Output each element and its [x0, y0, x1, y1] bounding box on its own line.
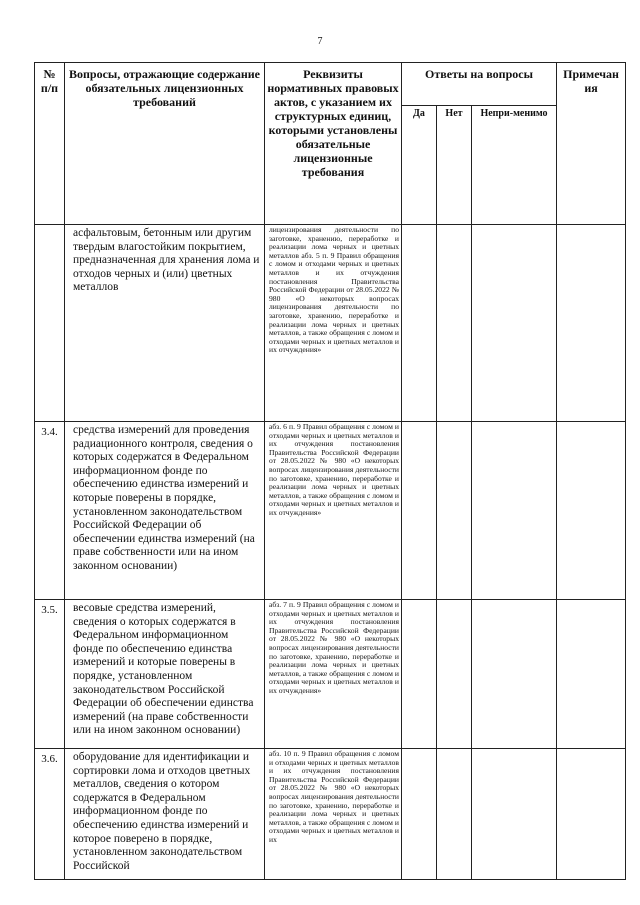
notes-cell[interactable]	[557, 225, 626, 422]
answer-no-cell[interactable]	[437, 749, 472, 880]
table-row	[35, 600, 626, 749]
answer-yes-cell[interactable]	[402, 749, 437, 880]
notes-cell[interactable]	[557, 422, 626, 600]
answer-no-cell[interactable]	[437, 422, 472, 600]
row-num: 3.4.	[35, 422, 65, 600]
header-reference: Реквизиты нормативных правовых актов, с указанием их структурных единиц, которыми установлены обязательные лицензионные требования	[265, 63, 402, 225]
answer-na-cell[interactable]	[472, 749, 557, 880]
header-row	[35, 63, 626, 106]
table-row	[35, 422, 626, 600]
header-na: Непри-менимо	[472, 106, 557, 225]
row-reference: лицензирования деятельности по заготовке, хранению, переработке и реализации лома черных и цветных металлов абз. 5 п. 9 Правил обращения с ломом и отходами черных и цветных металлов и их отчуждения постановления Правительства Российской Федерации от 28.05.2022 № 980 «О некоторых вопросах лицензирования деятельности по заготовке, хранению, переработке и реализации лома черных и цветных металлов, а также обращения с ломом и отходами черных и цветных металлов и их отчуждения»	[265, 225, 402, 422]
row-reference: абз. 10 п. 9 Правил обращения с ломом и отходами черных и цветных металлов и их отчуждения постановления Правительства Российской Федерации от 28.05.2022 № 980 «О некоторых вопросах лицензирования деятельности по заготовке, хранению, переработке и реализации лома черных и цветных металлов, а также обращения с ломом и отходами черных и цветных металлов и их	[265, 749, 402, 880]
row-num	[35, 225, 65, 422]
answer-yes-cell[interactable]	[402, 600, 437, 749]
row-reference: абз. 7 п. 9 Правил обращения с ломом и отходами черных и цветных металлов и их отчуждения постановления Правительства Российской Федерации от 28.05.2022 № 980 «О некоторых вопросах лицензирования деятельности по заготовке, хранению, переработке и реализации лома черных и цветных металлов, а также обращения с ломом и отходами черных и цветных металлов и их отчуждения»	[265, 600, 402, 749]
answer-no-cell[interactable]	[437, 600, 472, 749]
row-question: оборудование для идентификации и сортировки лома и отходов цветных металлов, сведения о котором содержатся в Федеральном информационном фонде по обеспечению единства измерений и которое поверено в порядке, установленном законодательством Российской	[65, 749, 265, 880]
header-notes: Примечан ия	[557, 63, 626, 225]
table-row	[35, 225, 626, 422]
answer-na-cell[interactable]	[472, 600, 557, 749]
row-num: 3.6.	[35, 749, 65, 880]
row-num: 3.5.	[35, 600, 65, 749]
answer-no-cell[interactable]	[437, 225, 472, 422]
notes-cell[interactable]	[557, 749, 626, 880]
license-requirements-table	[34, 62, 626, 880]
answer-na-cell[interactable]	[472, 422, 557, 600]
answer-yes-cell[interactable]	[402, 422, 437, 600]
header-question: Вопросы, отражающие содержание обязательных лицензионных требований	[65, 63, 265, 225]
header-num: № п/п	[35, 63, 65, 225]
row-question: весовые средства измерений, сведения о которых содержатся в Федеральном информационном фонде по обеспечению единства измерений и которые поверены в порядке, установленном законодательством Российской Федерации об обеспечении единства измерений (на праве собственности или на ином законном основании)	[65, 600, 265, 749]
row-question: асфальтовым, бетонным или другим твердым влагостойким покрытием, предназначенная для хранения лома и отходов черных и (или) цветных металлов	[65, 225, 265, 422]
header-answers: Ответы на вопросы	[402, 63, 557, 106]
page-number: 7	[317, 36, 323, 47]
notes-cell[interactable]	[557, 600, 626, 749]
header-no: Нет	[437, 106, 472, 225]
row-question: средства измерений для проведения радиационного контроля, сведения о которых содержатся в Федеральном информационном фонде по обеспечению единства измерений и которые поверены в порядке, установленном законодательством Российской Федерации об обеспечении единства измерений (на праве собственности или на ином законном основании)	[65, 422, 265, 600]
header-yes: Да	[402, 106, 437, 225]
row-reference: абз. 6 п. 9 Правил обращения с ломом и отходами черных и цветных металлов и их отчуждения постановления Правительства Российской Федерации от 28.05.2022 № 980 «О некоторых вопросах лицензирования деятельности по заготовке, хранению, переработке и реализации лома черных и цветных металлов, а также обращения с ломом и отходами черных и цветных металлов и их отчуждения»	[265, 422, 402, 600]
answer-na-cell[interactable]	[472, 225, 557, 422]
answer-yes-cell[interactable]	[402, 225, 437, 422]
table-row	[35, 749, 626, 880]
